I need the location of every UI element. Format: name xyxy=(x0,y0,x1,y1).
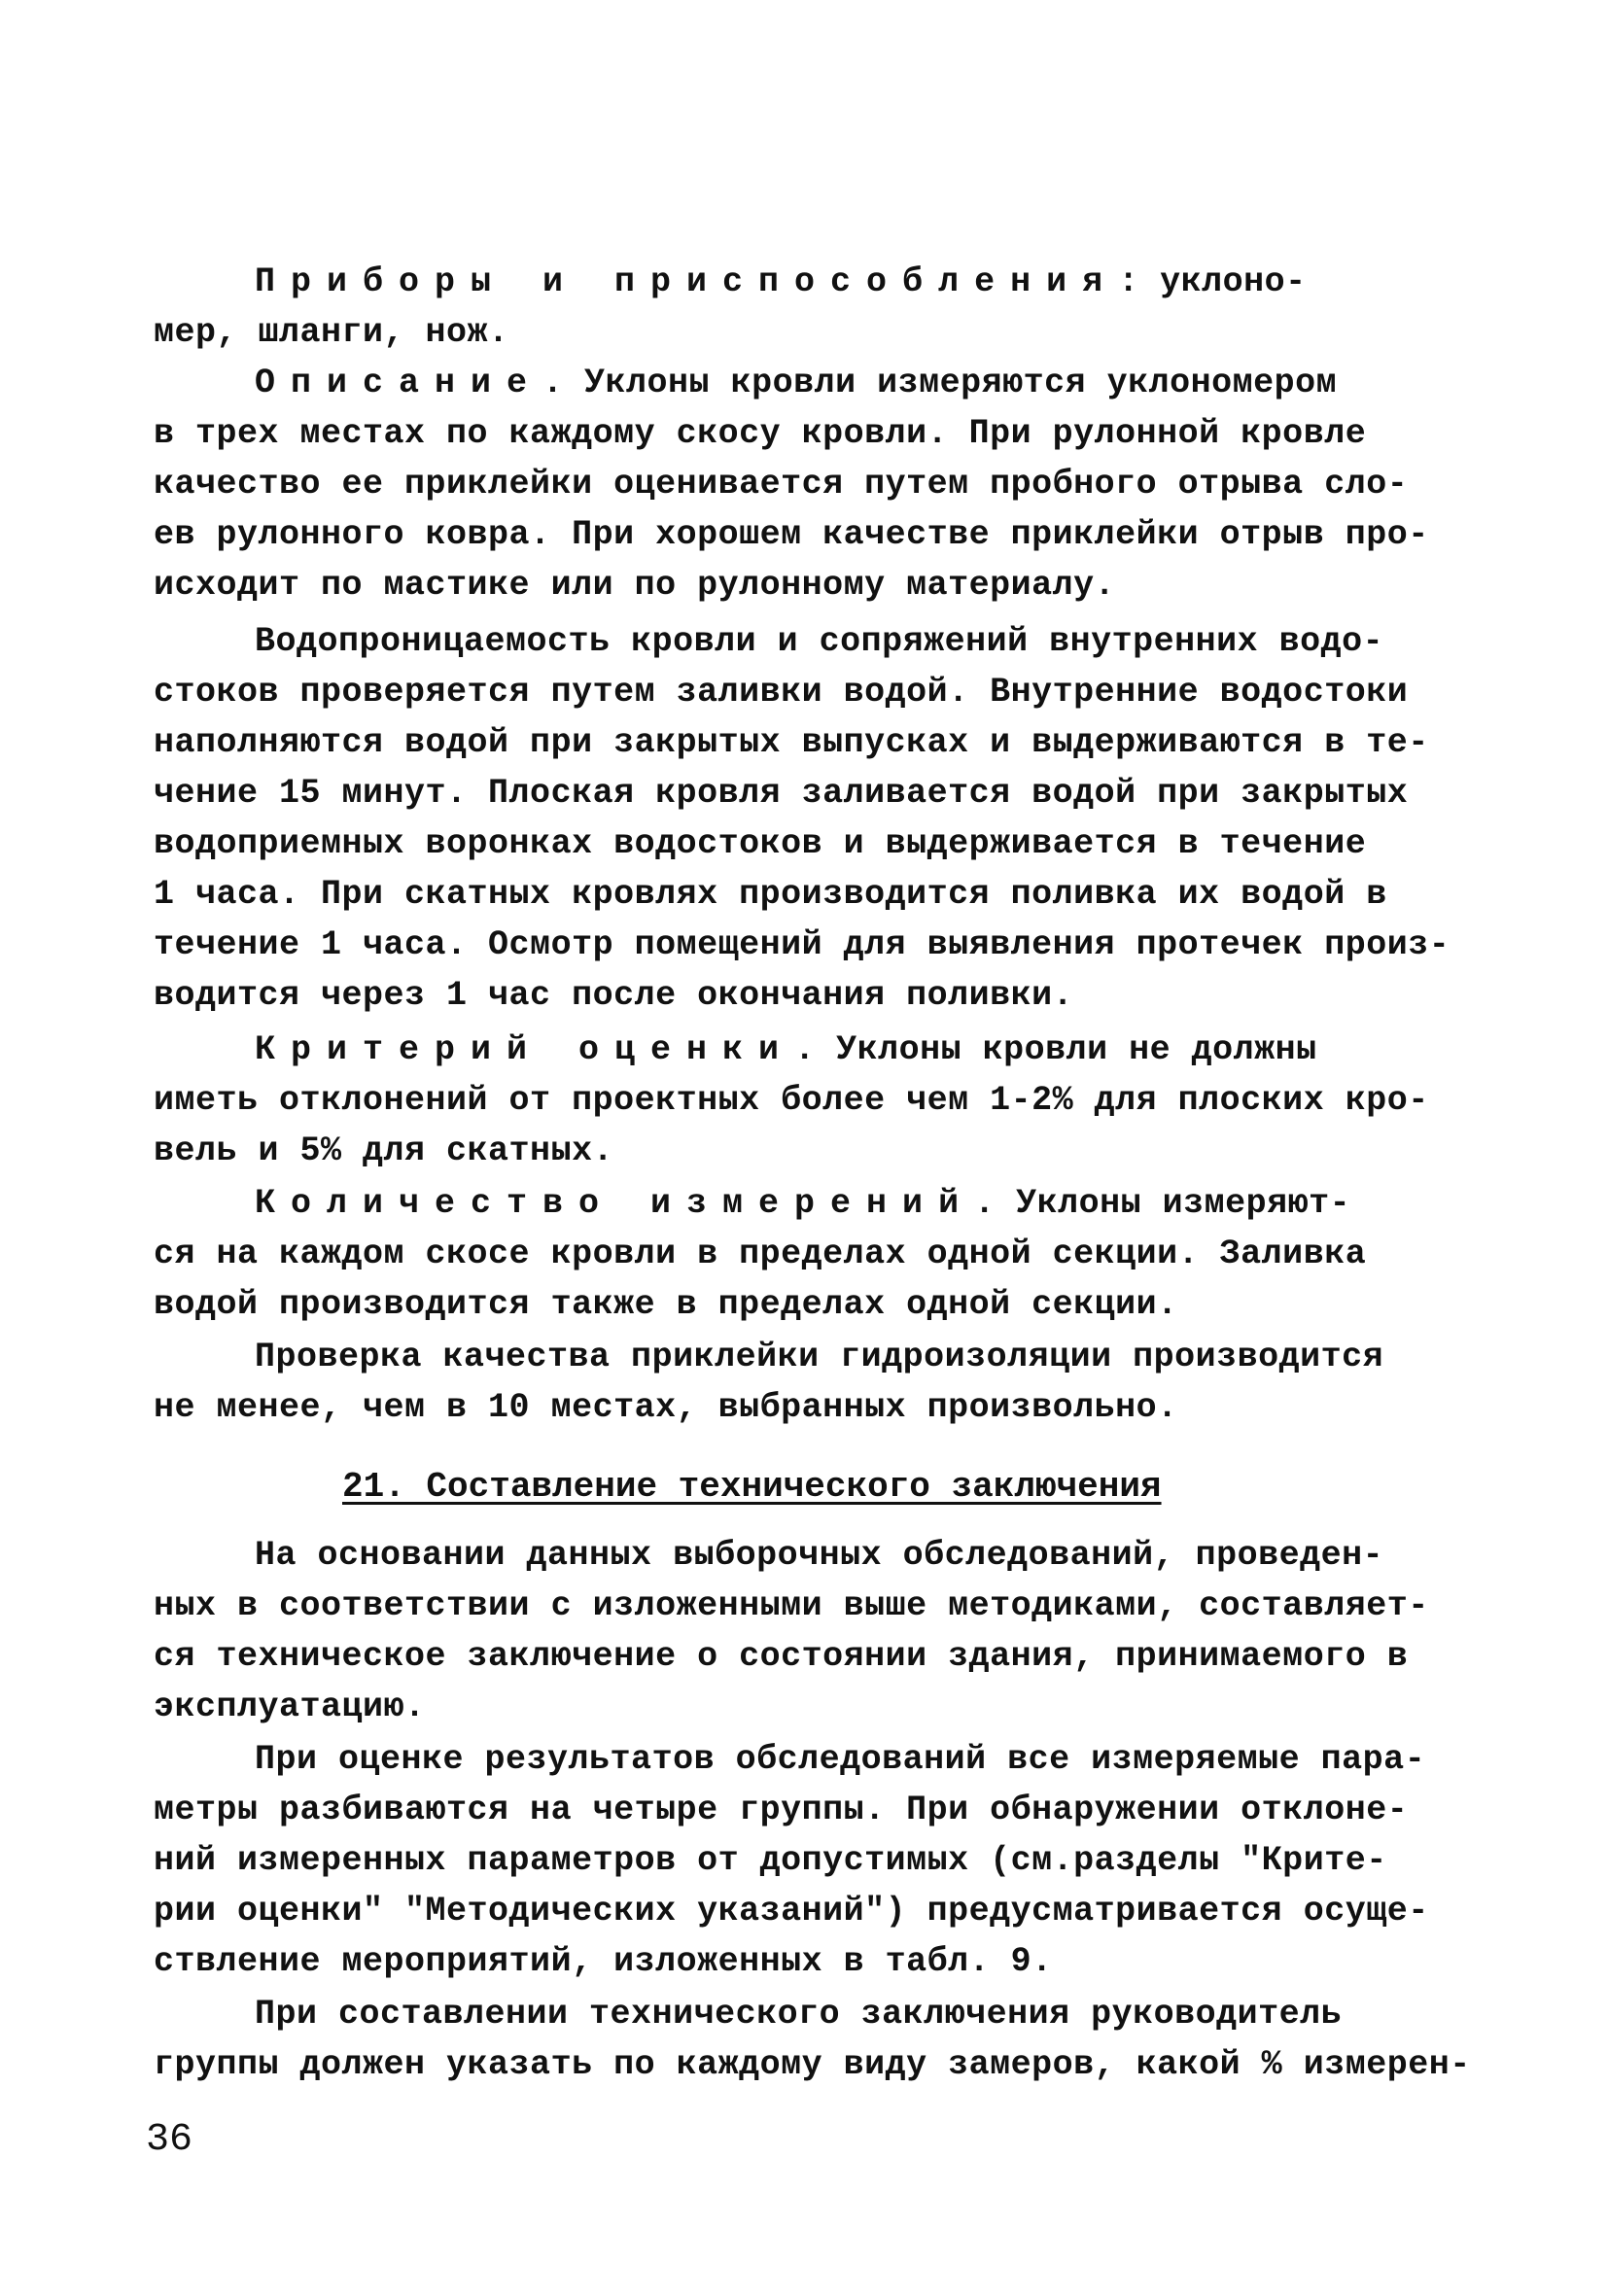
spaced-term: Количество измерений xyxy=(255,1184,975,1223)
text-line: Описание. Уклоны кровли измеряются уклономером xyxy=(255,364,1338,402)
text-line: ся на каждом скосе кровли в пределах одной секции. Заливка xyxy=(154,1235,1367,1273)
text-line: ся техническое заключение о состоянии здания, принимаемого в xyxy=(154,1637,1409,1676)
text-line: метры разбиваются на четыре группы. При обнаружении отклоне- xyxy=(154,1791,1409,1829)
text-line: исходит по мастике или по рулонному материалу. xyxy=(154,566,1116,605)
section-heading: 21. Составление технического заключения xyxy=(342,1467,1162,1507)
spaced-term: Приборы и приспособления xyxy=(255,262,1119,301)
text-line: ных в соответствии с изложенными выше методиками, составляет- xyxy=(154,1586,1429,1625)
text-line: качество ее приклейки оценивается путем пробного отрыва сло- xyxy=(154,465,1409,504)
text-line: ев рулонного ковра. При хорошем качестве приклейки отрыв про- xyxy=(154,515,1429,554)
text-line: Приборы и приспособления: уклоно- xyxy=(255,262,1307,301)
text-line: 1 часа. При скатных кровлях производится поливка их водой в xyxy=(154,875,1387,914)
text-line: На основании данных выборочных обследований, проведен- xyxy=(255,1536,1384,1575)
text-line: водоприемных воронках водостоков и выдерживается в течение xyxy=(154,824,1367,863)
text-line: ствление мероприятий, изложенных в табл. 9. xyxy=(154,1942,1053,1981)
text-line: Количество измерений. Уклоны измеряют- xyxy=(255,1184,1351,1223)
text-line: наполняются водой при закрытых выпусках и выдерживаются в те- xyxy=(154,723,1429,762)
text-line: эксплуатацию. xyxy=(154,1687,426,1726)
text-line: мер, шланги, нож. xyxy=(154,313,509,352)
text-line: не менее, чем в 10 местах, выбранных произвольно. xyxy=(154,1388,1178,1427)
text-line: ний измеренных параметров от допустимых (см.разделы "Крите- xyxy=(154,1841,1387,1880)
text-line: чение 15 минут. Плоская кровля заливается водой при закрытых xyxy=(154,774,1409,813)
text-line: рии оценки" "Методических указаний") предусматривается осуще- xyxy=(154,1892,1429,1931)
page-number: 36 xyxy=(146,2118,193,2162)
text-line: Критерий оценки. Уклоны кровли не должны xyxy=(255,1030,1317,1069)
text-line: водится через 1 час после окончания поливки. xyxy=(154,976,1074,1015)
text-line: стоков проверяется путем заливки водой. Внутренние водостоки xyxy=(154,673,1409,712)
text-line: Водопроницаемость кровли и сопряжений внутренних водо- xyxy=(255,622,1384,661)
text-line: Проверка качества приклейки гидроизоляции производится xyxy=(255,1338,1384,1376)
text-line: При составлении технического заключения руководитель xyxy=(255,1995,1343,2034)
text-line: вель и 5% для скатных. xyxy=(154,1131,614,1170)
text-line: водой производится также в пределах одной секции. xyxy=(154,1285,1178,1324)
text-line: течение 1 часа. Осмотр помещений для выявления протечек произ- xyxy=(154,925,1451,964)
text-line: в трех местах по каждому скосу кровли. При рулонной кровле xyxy=(154,414,1367,453)
text-line: иметь отклонений от проектных более чем 1-2% для плоских кро- xyxy=(154,1081,1429,1120)
text-line: группы должен указать по каждому виду замеров, какой % измерен- xyxy=(154,2045,1471,2084)
spaced-term: Критерий оценки xyxy=(255,1030,795,1069)
text-line: При оценке результатов обследований все измеряемые пара- xyxy=(255,1740,1426,1779)
spaced-term: Описание xyxy=(255,364,543,402)
